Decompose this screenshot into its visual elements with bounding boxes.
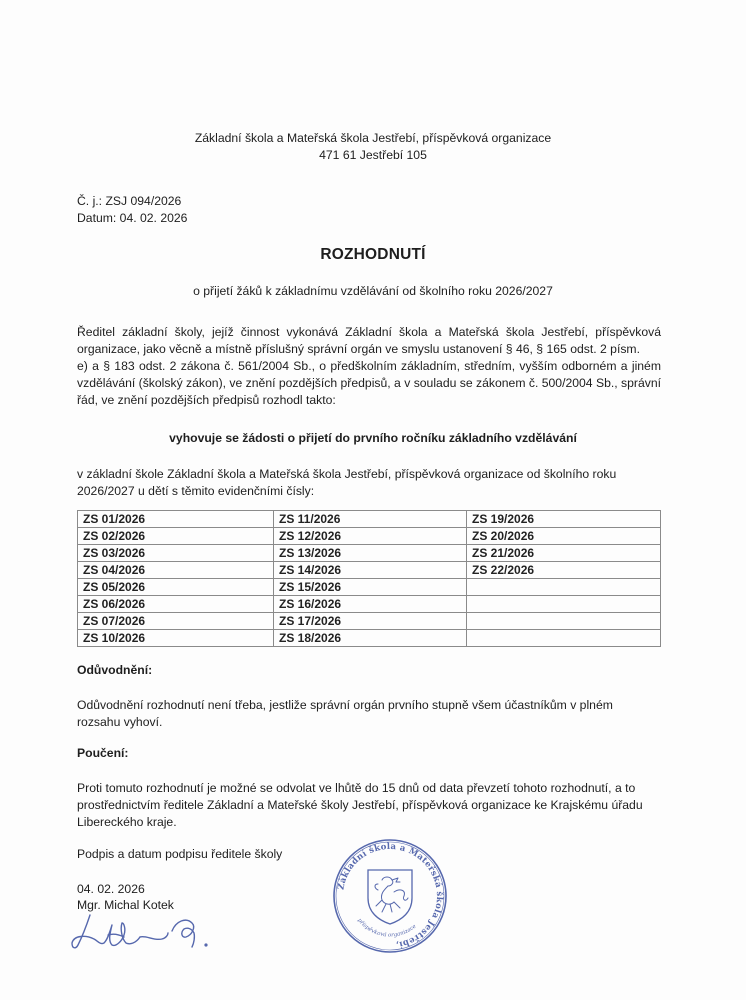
- svg-text:Základní škola a Mateřská škol: Základní škola a Mateřská škola Jestřebí,: [336, 841, 445, 950]
- table-row: [78, 613, 661, 630]
- document-date: Datum: 04. 02. 2026: [77, 211, 188, 225]
- table-cell: ZS 13/2026: [274, 545, 467, 562]
- instruction-line-3: Libereckého kraje.: [77, 815, 177, 829]
- table-row: [78, 511, 661, 528]
- table-row: [78, 579, 661, 596]
- table-cell: ZS 10/2026: [78, 630, 274, 647]
- table-cell: ZS 05/2026: [78, 579, 274, 596]
- decision-statement: vyhovuje se žádosti o přijetí do prvního ročníku základního vzdělávání: [169, 431, 577, 445]
- handwritten-signature-icon: [68, 905, 218, 955]
- table-cell: ZS 04/2026: [78, 562, 274, 579]
- document-title: ROZHODNUTÍ: [320, 246, 426, 263]
- intro-line-2: organizace, jako věcně a místně příslušný správní orgán ve smyslu ustanovení § 46, § 165 odst. 2 písm.: [77, 342, 640, 356]
- intro-line-5: řád, ve znění pozdějších předpisů rozhodl takto:: [77, 393, 336, 407]
- school-line-1: v základní škole Základní škola a Mateřská škola Jestřebí, příspěvková organizace od školního roku: [77, 467, 617, 481]
- justification-line-2: rozsahu vyhoví.: [77, 715, 163, 729]
- instruction-heading: Poučení:: [77, 746, 129, 760]
- table-row: [78, 562, 661, 579]
- table-cell: ZS 07/2026: [78, 613, 274, 630]
- school-line-2: 2026/2027 u dětí s těmito evidenčními čísly:: [77, 484, 315, 498]
- table-cell: ZS 18/2026: [274, 630, 467, 647]
- table-cell: ZS 20/2026: [467, 528, 661, 545]
- table-cell: ZS 16/2026: [274, 596, 467, 613]
- case-number: Č. j.: ZSJ 094/2026: [77, 194, 182, 208]
- instruction-line-1: Proti tomuto rozhodnutí je možné se odvolat ve lhůtě do 15 dnů od data převzetí tohoto rozhodnutí, a to: [77, 781, 636, 795]
- table-cell: ZS 12/2026: [274, 528, 467, 545]
- registration-table: [77, 510, 661, 647]
- table-cell: ZS 22/2026: [467, 562, 661, 579]
- table-cell-empty: [467, 596, 661, 613]
- signatory-name: Mgr. Michal Kotek: [77, 898, 174, 912]
- document-subtitle: o přijetí žáků k základnímu vzdělávání od školního roku 2026/2027: [193, 284, 553, 298]
- table-cell-empty: [467, 630, 661, 647]
- justification-line-1: Odůvodnění rozhodnutí není třeba, jestliže správní orgán prvního stupně všem účastníkům v plném: [77, 698, 613, 712]
- table-row: [78, 596, 661, 613]
- justification-heading: Odůvodnění:: [77, 663, 153, 677]
- table-cell-empty: [467, 579, 661, 596]
- organization-name: Základní škola a Mateřská škola Jestřebí, příspěvková organizace: [194, 131, 552, 145]
- table-cell: ZS 06/2026: [78, 596, 274, 613]
- table-cell: ZS 21/2026: [467, 545, 661, 562]
- official-stamp-icon: [330, 836, 450, 956]
- table-row: [78, 630, 661, 647]
- table-cell: ZS 19/2026: [467, 511, 661, 528]
- table-cell: ZS 17/2026: [274, 613, 467, 630]
- signature-label: Podpis a datum podpisu ředitele školy: [77, 847, 283, 861]
- svg-text:příspěvková organizace: příspěvková organizace: [356, 917, 418, 939]
- table-cell: ZS 02/2026: [78, 528, 274, 545]
- table-cell: ZS 15/2026: [274, 579, 467, 596]
- instruction-line-2: prostřednictvím ředitele Základní a Mateřské školy Jestřebí, příspěvková organizace ke Krajskému úřadu: [77, 798, 643, 812]
- organization-address: 471 61 Jestřebí 105: [319, 148, 427, 162]
- table-row: [78, 545, 661, 562]
- signature-date: 04. 02. 2026: [77, 882, 145, 896]
- table-cell-empty: [467, 613, 661, 630]
- intro-line-4: vzdělávání (školský zákon), ve znění pozdějších předpisů, a v souladu se zákonem č. 500/2004 Sb., správní: [77, 376, 661, 390]
- table-cell: ZS 14/2026: [274, 562, 467, 579]
- table-row: [78, 528, 661, 545]
- intro-line-3: e) a § 183 odst. 2 zákona č. 561/2004 Sb., o předškolním základním, středním, vyšším odborném a jiném: [77, 359, 661, 373]
- table-cell: ZS 01/2026: [78, 511, 274, 528]
- table-cell: ZS 11/2026: [274, 511, 467, 528]
- table-cell: ZS 03/2026: [78, 545, 274, 562]
- intro-line-1: Ředitel základní školy, jejíž činnost vykonává Základní škola a Mateřská škola Jestřebí, příspěvková: [77, 325, 661, 339]
